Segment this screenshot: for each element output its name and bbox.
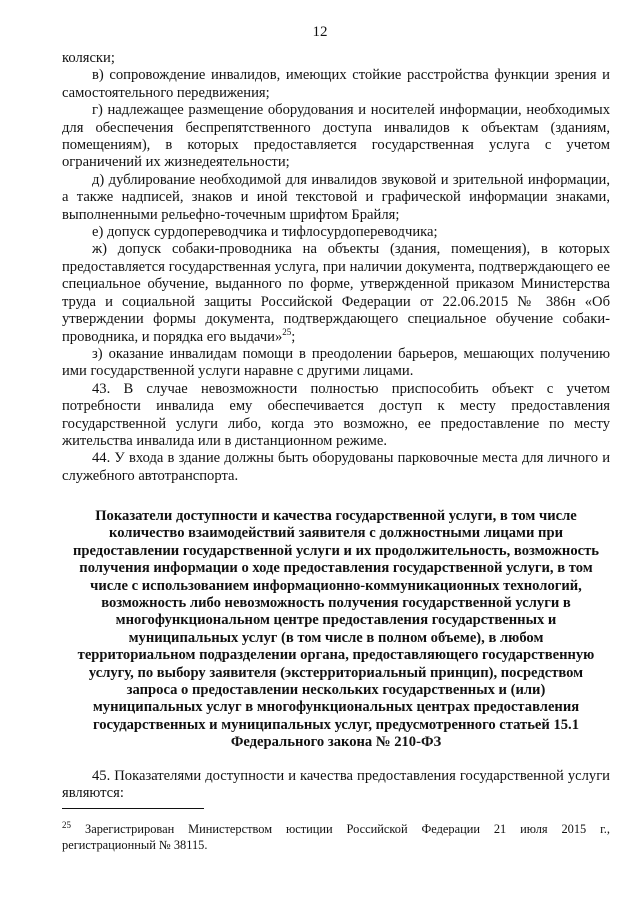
paragraph-zh-suffix: ; bbox=[291, 328, 296, 345]
heading-line: услугу, по выбору заявителя (экстерриториальный принцип), посредством bbox=[88, 664, 584, 681]
paragraph-zh-text: ж) допуск собаки-проводника на объекты (здания, помещения), в которых предоставляется государственная услуга, при наличии документа, подтверждающего ее специальное обучение, выданного по форме, утвержденной приказом Министерства труда и социальной защиты Российской Федерации от 22.06.2015 № 386н «Об утверждении формы документа, подтверждающего специальное обучение собаки-проводника, и порядка его выдачи» bbox=[62, 241, 610, 345]
heading-line: государственных и муниципальных услуг, предусмотренного статьей 15.1 bbox=[92, 716, 580, 733]
heading-line: числе с использованием информационно-коммуникационных технологий, bbox=[90, 577, 582, 594]
paragraph-d: д) дублирование необходимой для инвалидов звуковой и зрительной информации, а также надписей, знаков и иной текстовой и графической информации знаками, выполненными рельефно-точечным шрифтом Брайля; bbox=[62, 171, 610, 223]
footnote-reference: 25 bbox=[282, 326, 292, 337]
paragraph-v: в) сопровождение инвалидов, имеющих стойкие расстройства функции зрения и самостоятельного передвижения; bbox=[62, 67, 610, 101]
footnote bbox=[62, 818, 610, 853]
paragraph-zh bbox=[62, 241, 610, 345]
heading-line: предоставлении государственной услуги и их продолжительность, возможность bbox=[73, 542, 599, 559]
heading-line: муниципальных услуг в многофункциональных центрах предоставления bbox=[92, 699, 580, 716]
heading-line: Федерального закона № 210-ФЗ bbox=[230, 734, 442, 751]
footnote-text: Зарегистрирован Министерством юстиции Российской Федерации 21 июля 2015 г., регистрационный № 38115. bbox=[62, 822, 610, 852]
heading-line: возможность либо невозможность получения государственной услуги в bbox=[101, 595, 571, 612]
heading-line: Показатели доступности и качества государственной услуги, в том числе bbox=[95, 508, 577, 524]
heading-line: запроса о предоставлении нескольких государственных и (или) bbox=[126, 682, 546, 699]
heading-line: муниципальных услуг (в том числе в полном объеме), в любом bbox=[128, 629, 544, 646]
paragraph-g: г) надлежащее размещение оборудования и носителей информации, необходимых для обеспечения беспрепятственного доступа инвалидов к объектам (зданиям, помещениям), в которых предоставляется государственная услуга с учетом ограничений их жизнедеятельности; bbox=[62, 102, 610, 171]
body-text bbox=[62, 50, 610, 485]
section-heading bbox=[62, 508, 610, 752]
paragraph-43: 43. В случае невозможности полностью приспособить объект с учетом потребности инвалида ему обеспечивается доступ к месту предоставления государственной услуги либо, когда это возможно, ее предоставление по месту жительства инвалида или в дистанционном режиме. bbox=[62, 380, 610, 449]
paragraph-45-block bbox=[62, 768, 610, 803]
heading-line: многофункциональном центре предоставления государственных и bbox=[115, 612, 557, 629]
paragraph-45: 45. Показателями доступности и качества предоставления государственной услуги являются: bbox=[62, 768, 610, 802]
paragraph-44: 44. У входа в здание должны быть оборудованы парковочные места для личного и служебного автотранспорта. bbox=[62, 450, 610, 484]
paragraph-continuation: коляски; bbox=[62, 50, 115, 66]
heading-line: территориальном подразделении органа, предоставляющего государственную bbox=[77, 647, 595, 664]
heading-line: количество взаимодействий заявителя с должностными лицами при bbox=[108, 525, 563, 542]
footnote-mark: 25 bbox=[62, 820, 71, 830]
footnote-separator bbox=[62, 808, 204, 809]
paragraph-z: з) оказание инвалидам помощи в преодолении барьеров, мешающих получению ими государственной услуги наравне с другими лицами. bbox=[62, 345, 610, 380]
page-number: 12 bbox=[312, 24, 328, 40]
heading-line: получения информации о ходе предоставления государственной услуги, в том bbox=[79, 560, 593, 577]
paragraph-e: е) допуск сурдопереводчика и тифлосурдопереводчика; bbox=[92, 224, 438, 241]
